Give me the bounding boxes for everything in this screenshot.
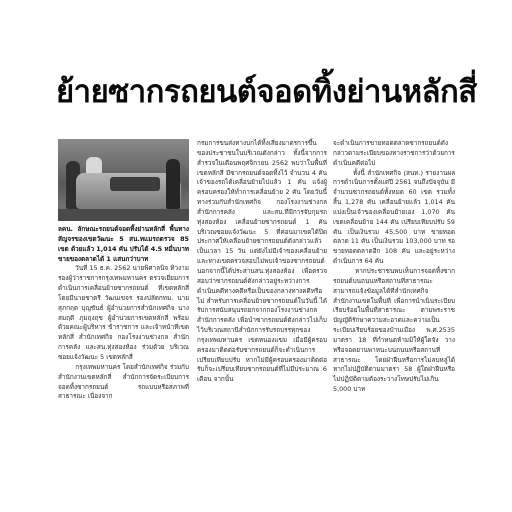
article-column-1: [58, 225, 192, 465]
article-text: กรมการขนส่งทางบกได้ทิ้งเสี่ยงมาตรการขึ้นของประชาชนในบริเวณดังกล่าว ทั้งนี้จากการสำรวจในเดือนพฤศจิกายน 2562 พบว่าในพื้นที่เขตหลักสี่ มีซากรถยนต์จอดทิ้งไว้ จำนวน 4 คัน เจ้าของรถได้เคลื่อนย้ายไปแล้ว 1 คัน แจ้งผู้ครอบครองให้ทำการเคลื่อนย้าย 2 คัน โดยวันนี้ทางร่วมกับสำนักเทศกิจ กองโรงงานช่างกลสำนักการคลัง และสน.ที่มีการจับกุมรถทุ่งสองห้อง เคลื่อนย้ายซากรถยนต์ 1 คัน บริเวณซอยแจ้งวัฒนะ 5 ที่ค่อนมาเขตได้ปิดประกาศให้เคลื่อนย้ายซากรถยนต์ดังกล่าวแล้วเป็นเวลา 15 วัน แต่ยังไม่มีเจ้าของเคลื่อนย้าย และทางเขตตรวจสอบไม่พบเจ้าของซากรถยนต์ นอกจากนี้ได้ประสานสน.ทุ่งสองห้อง เพื่อตรวจสอบว่าซากรถยนต์ดังกล่าวอยู่ระหว่างการดำเนินคดีทางคดีหรือเป็นของกลางทางคดีหรือไม่ สำหรับการเคลื่อนย้ายซากรถยนต์ในวันนี้ ได้รับการสนับสนุนรถยกจากกองโรงงานช่างกล สำนักการคลัง เพื่อนำซากรถยนต์ดังกล่าวไปเก็บไว้บริเวณสถานีสำนักการรับรถบรรทุกของกรุงเทพมหานคร เขตหนองแขม เมื่อมีผู้ครอบครองมาติดต่อรับซากรถยนต์ก็จะดำเนินการเปรียบเทียบปรับ หากไม่มีผู้ครอบครองมาติดต่อรับก็จะเปรียบเทียบซากรถยนต์ที่ไม่มีประมาณ 6 เดือน จากนั้น: [197, 139, 330, 384]
photo-car-window: [110, 177, 160, 191]
article-column-2: [197, 139, 330, 465]
article-text: วันที่ 15 ธ.ค. 2562 นายพิศาลนิจ ทิวงาม รองผู้ว่าราชการกรุงเทพมหานคร ตรวจเยี่ยมการดำเนินการเคลื่อนย้ายซากรถยนต์ ที่เขตหลักสี่ โดยมีนายชาตรี วัฒนเขจร รองปลัดกทม. นายสุภกฤต บุญขันธ์ ผู้อำนวยการสำนักเทศกิจ นางสมฤดี ภุมฤงฤช ผู้อำนวยการเขตหลักสี่ พร้อมด้วยคณะผู้บริหาร ข้าราชการ และเจ้าหน้าที่เขตหลักสี่ สำนักเทศกิจ กองโรงงานช่างกล สำนักการคลัง และสน.ทุ่งสองห้อง ร่วมด้วย บริเวณซอยแจ้งวัฒนะ 5 เขตหลักสี่ กรุงเทพมหานคร โดยสำนักเทศกิจ ร่วมกับสำนักงานเขตหลักสี่ สำนักการจัดระเบียบการจอดทิ้งซากรถยนต์ รถแบบหรือสภาพที่สาธารณะ เนื่องจาก: [58, 264, 189, 401]
photo-person: [166, 159, 180, 209]
article-text: จะดำเนินการขายทอดตลาดซากรถยนต์ดังกล่าวตามระเบียบของทางราชการว่าด้วยการดำเนินคดีต่อไป ทั้งนี้ สำนักเทศกิจ (สนท.) รายงานผลการดำเนินการตั้งแต่ปี 2561 จนถึงปัจจุบัน มีจำนวนซากรถยนต์ทั้งหมด 60 เขต รวมทั้งสิ้น 1,278 คัน เคลื่อนย้ายแล้ว 1,014 คัน แบ่งเป็นเจ้าของเคลื่อนย้ายเอง 1,070 คัน เขตเคลื่อนย้าย 144 คัน เปรียบเทียบปรับ 59 คัน เป็นเงินรวม 45,500 บาท ขายทอดตลาด 11 คัน เป็นเงินรวม 103,000 บาท รอขายทอดตลาดอีก 108 คัน และอยู่ระหว่างดำเนินการ 64 คัน หากประชาชนพบเห็นการจอดทิ้งซากรถยนต์บนถนนหรือสถานที่สาธารณะ สามารถแจ้งข้อมูลได้ที่สำนักเทศกิจ สำนักงานเขตในพื้นที่ เพื่อการนำเนินระเบียบเรียบร้อยในพื้นที่สาธารณะ ตามพระราชบัญญัติรักษาความสะอาดและความเป็นระเบียบเรียบร้อยของบ้านเมือง พ.ศ.2535 มาตรา 18 ที่กำหนดห้ามมิให้ผู้ใดจัง วาง หรือจอดยานพาหนะบนถนนหรือสถานที่สาธารณะ โดยฝ่าฝืนหรือการไม่ลบหลู่ได้ หากไม่ปฏิบัติตามมาตรา 58 ผู้ใดฝ่าฝืนหรือไม่ปฏิบัติตามต้องระวางโทษปรับไม่เกิน 5,000 บาท: [333, 139, 455, 394]
photo-ground: [58, 209, 189, 221]
headline: ย้ายซากรถยนต์จอดทิ้งย่านหลักสี่: [56, 74, 477, 110]
photo-caption: ลคน. ลักษณะรถยนต์จอดทิ้งย่านหลักสี่ พื้นทางสัญจรของเขตวัฒนะ 5 สน.ทแมรถตรวจ 85 เขต ด้วยแล้ว 1,014 คัน ปรับได้ 4.5 หมื่นบาท ขายของตลาดได้ 1 แสนกว่าบาท: [58, 225, 192, 263]
news-photo: [58, 139, 189, 221]
article-column-3: [333, 139, 455, 465]
